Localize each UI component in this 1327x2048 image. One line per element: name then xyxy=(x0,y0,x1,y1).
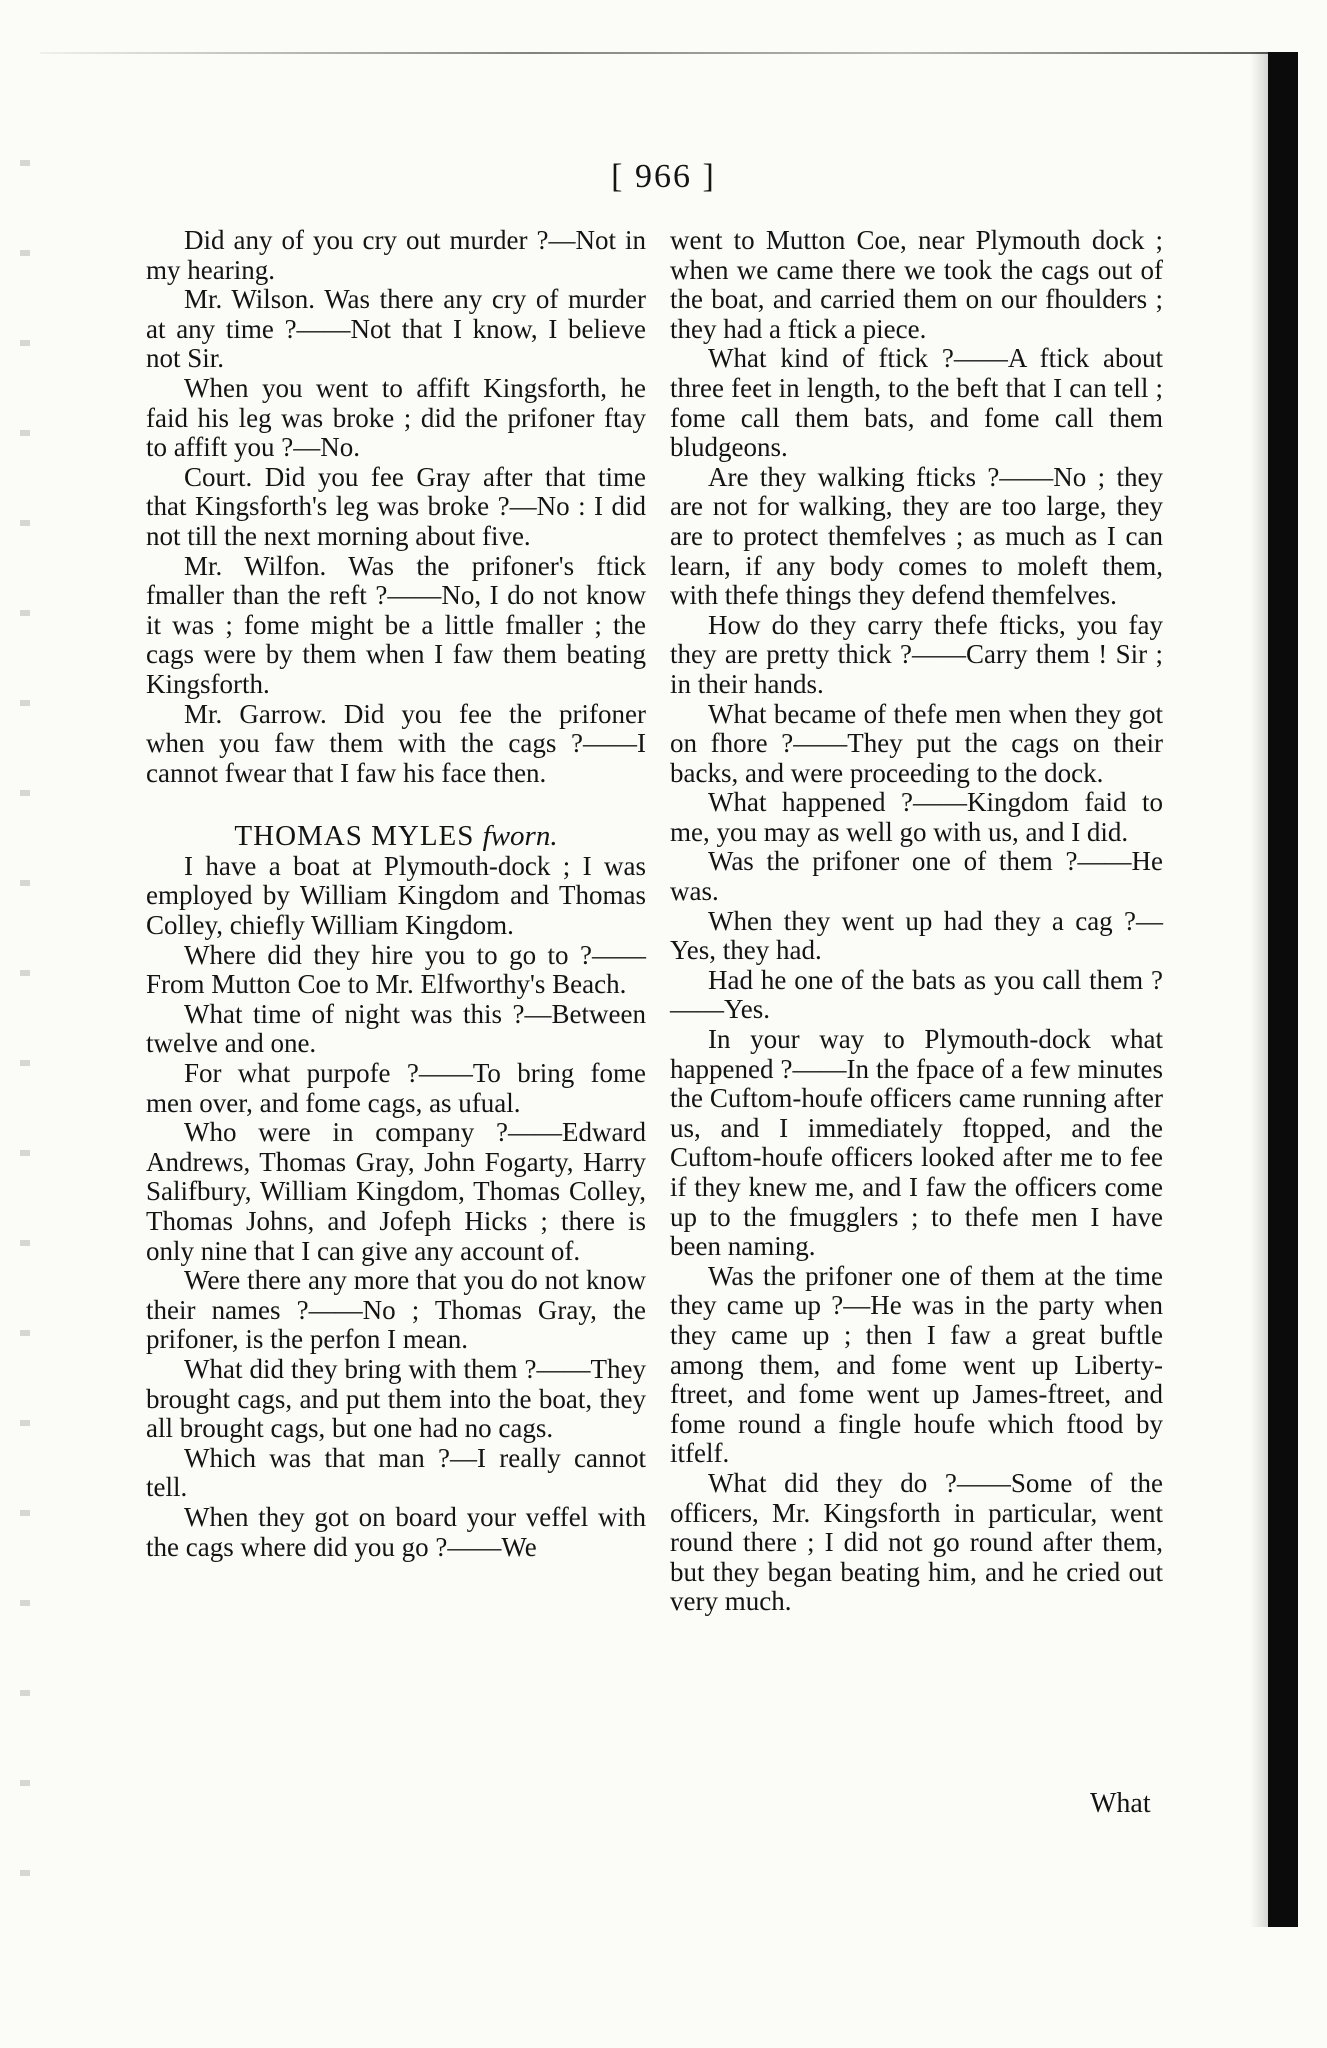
right-para-1: What kind of ftick ?——A ftick about three feet in length, to the beft that I can tell ; fome call them bats, and fome call them bludgeons. xyxy=(670,343,1163,463)
left-para-2: Mr. Wilson. Was there any cry of murder at any time ?——Not that I know, I believe not Sir. xyxy=(146,284,646,374)
left-para-3: When you went to affift Kingsforth, he faid his leg was broke ; did the prifoner ftay to affift you ?—No. xyxy=(146,372,646,463)
catchword: What xyxy=(1090,1788,1151,1819)
left-para-9: What time of night was this ?—Between twelve and one. xyxy=(146,998,646,1059)
margin-marks xyxy=(20,160,30,1960)
left-para-12: Were there any more that you do not know their names ?——No ; Thomas Gray, the prifoner, is the perfon I mean. xyxy=(146,1265,646,1355)
page-number: [ 966 ] xyxy=(611,158,716,195)
witness-heading xyxy=(146,822,646,852)
left-para-15: When they got on board your veffel with the cags where did you go ?——We xyxy=(146,1501,646,1562)
left-para-4: Court. Did you fee Gray after that time that Kingsforth's leg was broke ?—No : I did not till the next morning about five. xyxy=(146,461,646,551)
left-para-11: Who were in company ?——Edward Andrews, Thomas Gray, John Fogarty, Harry Salifbury, William Kingdom, Thomas Colley, Thomas Johns, and Jofeph Hicks ; there is only nine that I can give any account of. xyxy=(146,1117,646,1266)
right-para-5: What happened ?——Kingdom faid to me, you may as well go with us, and I did. xyxy=(670,787,1163,847)
left-para-14: Which was that man ?—I really cannot tell. xyxy=(146,1442,646,1503)
left-column xyxy=(146,226,646,1562)
right-para-6: Was the prifoner one of them ?——He was. xyxy=(670,846,1163,907)
left-para-7: I have a boat at Plymouth-dock ; I was employed by William Kingdom and Thomas Colley, chiefly William Kingdom. xyxy=(146,850,646,941)
right-continuation: went to Mutton Coe, near Plymouth dock ; when we came there we took the cags out of the boat, and carried them on our fhoulders ; they had a ftick a piece. xyxy=(670,225,1163,344)
left-para-1: Did any of you cry out murder ?—Not in my hearing. xyxy=(146,225,646,285)
witness-name: THOMAS MYLES xyxy=(234,820,475,853)
right-para-9: In your way to Plymouth-dock what happened ?——In the fpace of a few minutes the Cuftom-houfe officers came running after us, and I immediately ftopped, and the Cuftom-houfe officers looked after me to fee if they knew me, and I faw the officers come up to the fmugglers ; to thefe men I have been naming. xyxy=(670,1024,1163,1262)
left-para-6: Mr. Garrow. Did you fee the prifoner when you faw them with the cags ?——I cannot fwear that I faw his face then. xyxy=(146,698,646,788)
left-para-8: Where did they hire you to go to ?——From Mutton Coe to Mr. Elfworthy's Beach. xyxy=(146,939,646,1000)
right-para-7: When they went up had they a cag ?—Yes, they had. xyxy=(670,905,1163,966)
binding-spine xyxy=(1268,52,1298,1927)
right-para-10: Was the prifoner one of them at the time they came up ?—He was in the party when they came up ; then I faw a great buftle among them, and fome went up Liberty-ftreet, and fome went up James-ftreet, and fome round a fingle houfe which ftood by itfelf. xyxy=(670,1260,1163,1469)
witness-sworn: fworn. xyxy=(482,820,558,853)
left-para-5: Mr. Wilfon. Was the prifoner's ftick fmaller than the reft ?——No, I do not know it was ; fome might be a little fmaller ; the cags were by them when I faw them beating Kingsforth. xyxy=(146,550,646,699)
right-para-8: Had he one of the bats as you call them ?——Yes. xyxy=(670,964,1163,1025)
page-top-rule xyxy=(40,52,1270,54)
left-para-13: What did they bring with them ?——They brought cags, and put them into the boat, they all brought cags, but one had no cags. xyxy=(146,1353,646,1444)
right-para-4: What became of thefe men when they got on fhore ?——They put the cags on their backs, and were proceeding to the dock. xyxy=(670,698,1163,788)
right-para-2: Are they walking fticks ?——No ; they are not for walking, they are too large, they are to protect themfelves ; as much as I can learn, if any body comes to moleft them, with thefe things they defend themfelves. xyxy=(670,461,1163,611)
right-para-11: What did they do ?——Some of the officers, Mr. Kingsforth in particular, went round there ; I did not go round after them, but they began beating him, and he cried out very much. xyxy=(670,1467,1163,1617)
binding-shadow xyxy=(1250,52,1268,1927)
right-para-3: How do they carry thefe fticks, you fay they are pretty thick ?——Carry them ! Sir ; in their hands. xyxy=(670,609,1163,699)
left-para-10: For what purpofe ?——To bring fome men over, and fome cags, as ufual. xyxy=(146,1058,646,1118)
right-column xyxy=(670,226,1163,1617)
